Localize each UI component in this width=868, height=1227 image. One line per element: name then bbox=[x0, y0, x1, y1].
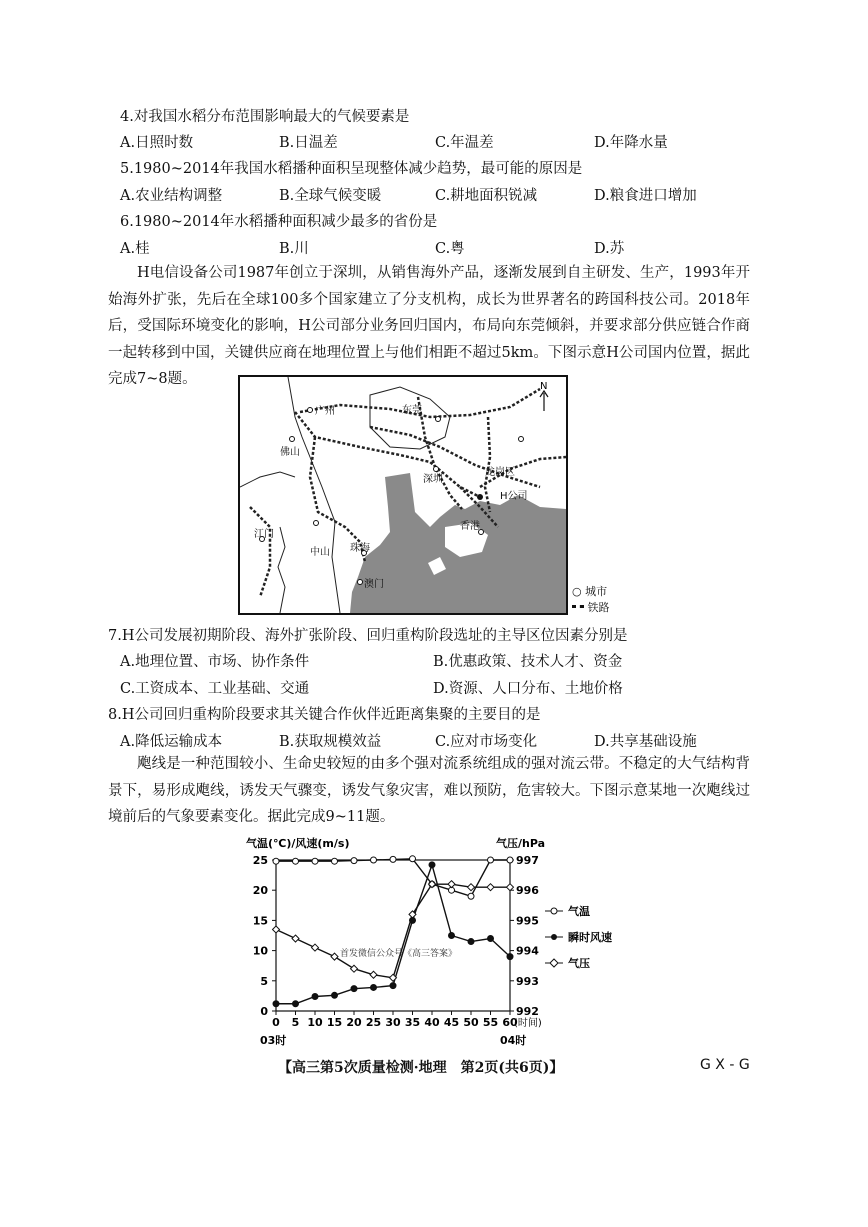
temperature-point bbox=[468, 893, 474, 899]
question-7-stem: 7.H公司发展初期阶段、海外扩张阶段、回归重构阶段选址的主导区位因素分别是 bbox=[108, 628, 628, 644]
question-6-option-b: B.川 bbox=[279, 241, 309, 257]
chart-watermark: 首发微信公众号《高三答案》 bbox=[340, 949, 458, 959]
boundary-line bbox=[278, 527, 285, 613]
temperature-point bbox=[410, 856, 416, 862]
series-line-2 bbox=[276, 884, 510, 978]
left-axis-label: 气温(℃)/风速(m/s) bbox=[246, 837, 350, 850]
legend-temp-marker bbox=[551, 908, 557, 914]
city-label-longgang: 龙岗区 bbox=[485, 467, 515, 478]
right-axis-tick-label: 997 bbox=[516, 854, 539, 867]
passage-h-company: H电信设备公司1987年创立于深圳，从销售海外产品，逐渐发展到自主研发、生产，1993年开始海外扩张，先后在全球100多个国家建立了分支机构，成长为世界著名的跨国科技公司。2018年后，受国际环境变化的影响，H公司部分业务回归国内，布局向东莞倾斜，并要求部分供应链合作商一起转移到中国，关键供应商在地理位置上与他们相距不超过5km。下图示意H公司国内位置，据此完成7~8题。 bbox=[108, 265, 750, 387]
x-axis-tick-label: 15 bbox=[326, 1016, 343, 1029]
north-label: N bbox=[540, 381, 548, 392]
question-7-option-d: D.资源、人口分布、土地价格 bbox=[433, 681, 623, 697]
wind-point bbox=[468, 939, 474, 945]
x-axis-tick-label: 0 bbox=[272, 1016, 280, 1029]
question-8-option-b: B.获取规模效益 bbox=[279, 734, 382, 750]
question-7-option-a: A.地理位置、市场、协作条件 bbox=[120, 654, 310, 670]
question-5-option-a: A.农业结构调整 bbox=[120, 188, 223, 204]
passage-squall-line: 飑线是一种范围较小、生命史较短的由多个强对流系统组成的强对流云带。不稳定的大气结构背景下，易形成飑线，诱发天气骤变，诱发气象灾害，难以预防，危害较大。下图示意某地一次飑线过境前后的气象要素变化。据此完成9~11题。 bbox=[108, 756, 750, 825]
question-4-stem: 4.对我国水稻分布范围影响最大的气候要素是 bbox=[120, 109, 410, 125]
pressure-point bbox=[312, 944, 319, 951]
left-axis-tick-label: 20 bbox=[252, 884, 268, 898]
legend-pressure-label: 气压 bbox=[568, 957, 590, 970]
city-legend-label: 城市 bbox=[585, 585, 608, 598]
railway-line bbox=[250, 507, 270, 597]
question-5-option-d: D.粮食进口增加 bbox=[594, 188, 697, 204]
right-axis-tick-label: 993 bbox=[516, 974, 539, 988]
temperature-point bbox=[507, 857, 513, 863]
pressure-point bbox=[468, 884, 475, 891]
question-5-option-c: C.耕地面积锐减 bbox=[435, 188, 538, 204]
left-axis-tick-label: 5 bbox=[260, 974, 268, 988]
railway-legend-icon bbox=[572, 605, 584, 611]
right-axis-tick-label: 995 bbox=[516, 914, 539, 928]
wind-point bbox=[273, 1001, 279, 1007]
question-6-option-d: D.苏 bbox=[594, 241, 625, 257]
city-label-zhuhai: 珠海 bbox=[350, 543, 370, 554]
question-7-option-c: C.工资成本、工业基础、交通 bbox=[120, 681, 310, 697]
footer-code: G X - G bbox=[700, 1057, 750, 1073]
city-marker bbox=[434, 467, 439, 472]
temperature-point bbox=[390, 856, 396, 862]
wind-point bbox=[293, 1001, 299, 1007]
right-axis-label: 气压/hPa bbox=[496, 837, 546, 850]
question-8-option-d: D.共享基础设施 bbox=[594, 734, 697, 750]
x-axis-tick-label: 40 bbox=[424, 1016, 440, 1029]
pressure-point bbox=[351, 965, 358, 972]
pressure-point bbox=[292, 935, 299, 942]
city-label-foshan: 佛山 bbox=[280, 447, 300, 458]
pressure-point bbox=[273, 926, 280, 933]
question-6-stem: 6.1980~2014年水稻播种面积减少最多的省份是 bbox=[120, 214, 438, 230]
city-marker bbox=[519, 437, 524, 442]
question-6-option-a: A.桂 bbox=[120, 241, 150, 257]
right-axis-tick-label: 994 bbox=[516, 944, 539, 958]
city-marker bbox=[314, 521, 319, 526]
series-line-0 bbox=[276, 859, 510, 896]
railway-line bbox=[485, 417, 490, 512]
question-4-option-a: A.日照时数 bbox=[120, 135, 194, 151]
city-label-jiangmen: 江门 bbox=[254, 529, 274, 540]
temperature-point bbox=[332, 858, 338, 864]
question-7-option-b: B.优惠政策、技术人才、资金 bbox=[433, 654, 623, 670]
x-axis-tick-label: 30 bbox=[385, 1016, 401, 1029]
x-axis-tick-label: 45 bbox=[443, 1016, 460, 1029]
city-marker bbox=[290, 437, 295, 442]
x-axis-tick-label: 20 bbox=[346, 1016, 362, 1029]
h-company-marker bbox=[477, 494, 483, 500]
city-marker bbox=[308, 408, 313, 413]
right-axis-tick-label: 996 bbox=[516, 884, 539, 898]
city-label-h-company: H公司 bbox=[500, 491, 528, 502]
footer-page-info: 【高三第5次质量检测·地理 第2页(共6页)】 bbox=[278, 1060, 564, 1076]
pressure-point bbox=[331, 953, 338, 960]
pressure-point bbox=[448, 881, 455, 888]
pressure-point bbox=[370, 971, 377, 978]
city-marker bbox=[436, 417, 441, 422]
map-legend-city bbox=[572, 583, 607, 599]
legend-wind-label: 瞬时风速 bbox=[568, 931, 612, 944]
question-8-option-c: C.应对市场变化 bbox=[435, 734, 538, 750]
temperature-point bbox=[351, 858, 357, 864]
map-graphic bbox=[240, 377, 566, 613]
legend-pressure-marker bbox=[550, 959, 558, 967]
question-4-option-b: B.日温差 bbox=[279, 135, 338, 151]
city-label-guangzhou: 广州 bbox=[315, 406, 335, 417]
city-label-hongkong: 香港 bbox=[460, 521, 480, 532]
question-8-option-a: A.降低运输成本 bbox=[120, 734, 223, 750]
city-legend-icon: ○ bbox=[572, 585, 582, 598]
x-axis-tick-label: 10 bbox=[307, 1016, 323, 1029]
x-axis-tick-label: 55 bbox=[482, 1016, 499, 1029]
railway-line bbox=[418, 397, 462, 509]
legend-wind-marker bbox=[551, 934, 557, 940]
question-4-option-c: C.年温差 bbox=[435, 135, 494, 151]
x-axis-tick-label: 5 bbox=[291, 1016, 300, 1029]
x-axis-tick-label: 35 bbox=[404, 1016, 421, 1029]
x-end-label: 04时 bbox=[500, 1034, 527, 1047]
h-company-location-map bbox=[238, 375, 568, 615]
temperature-point bbox=[293, 858, 299, 864]
wind-point bbox=[449, 933, 455, 939]
city-label-dongguan: 东莞 bbox=[402, 405, 422, 416]
temperature-point bbox=[312, 858, 318, 864]
left-axis-tick-label: 10 bbox=[252, 944, 268, 958]
question-4-option-d: D.年降水量 bbox=[594, 135, 668, 151]
question-6-option-c: C.粤 bbox=[435, 241, 465, 257]
city-label-macau: 澳门 bbox=[364, 579, 384, 590]
temperature-point bbox=[273, 858, 279, 864]
map-legend-railway bbox=[572, 599, 610, 615]
city-label-zhongshan: 中山 bbox=[310, 547, 330, 558]
pressure-point bbox=[487, 884, 494, 891]
wind-point bbox=[351, 986, 357, 992]
railway-legend-label: 铁路 bbox=[587, 601, 610, 614]
temperature-point bbox=[488, 857, 494, 863]
temperature-point bbox=[371, 857, 377, 863]
x-axis-tick-label: 25 bbox=[365, 1016, 382, 1029]
squall-line-chart bbox=[240, 833, 640, 1051]
wind-point bbox=[507, 954, 513, 960]
x-unit-label: (时间) bbox=[514, 1018, 542, 1029]
left-axis-tick-label: 0 bbox=[260, 1005, 268, 1018]
right-axis-tick-label: 992 bbox=[516, 1005, 539, 1018]
legend-temp-label: 气温 bbox=[568, 905, 590, 918]
question-8-stem: 8.H公司回归重构阶段要求其关键合作伙伴近距离集聚的主要目的是 bbox=[108, 707, 541, 723]
question-5-option-b: B.全球气候变暖 bbox=[279, 188, 382, 204]
wind-point bbox=[312, 994, 318, 1000]
left-axis-tick-label: 25 bbox=[252, 854, 268, 867]
wind-point bbox=[371, 984, 377, 990]
wind-point bbox=[390, 983, 396, 989]
left-axis-tick-label: 15 bbox=[252, 914, 268, 928]
wind-point bbox=[488, 936, 494, 942]
city-marker bbox=[358, 580, 363, 585]
wind-point bbox=[429, 862, 435, 868]
city-label-shenzhen: 深圳 bbox=[423, 474, 443, 485]
x-axis-tick-label: 50 bbox=[463, 1016, 479, 1029]
boundary-line bbox=[240, 472, 295, 487]
wind-point bbox=[332, 992, 338, 998]
north-arrow-icon bbox=[540, 391, 548, 411]
question-5-stem: 5.1980~2014年我国水稻播种面积呈现整体减少趋势，最可能的原因是 bbox=[120, 161, 583, 177]
x-axis-tick-label: 60 bbox=[502, 1016, 518, 1029]
x-start-label: 03时 bbox=[260, 1034, 287, 1047]
pressure-point bbox=[507, 884, 514, 891]
